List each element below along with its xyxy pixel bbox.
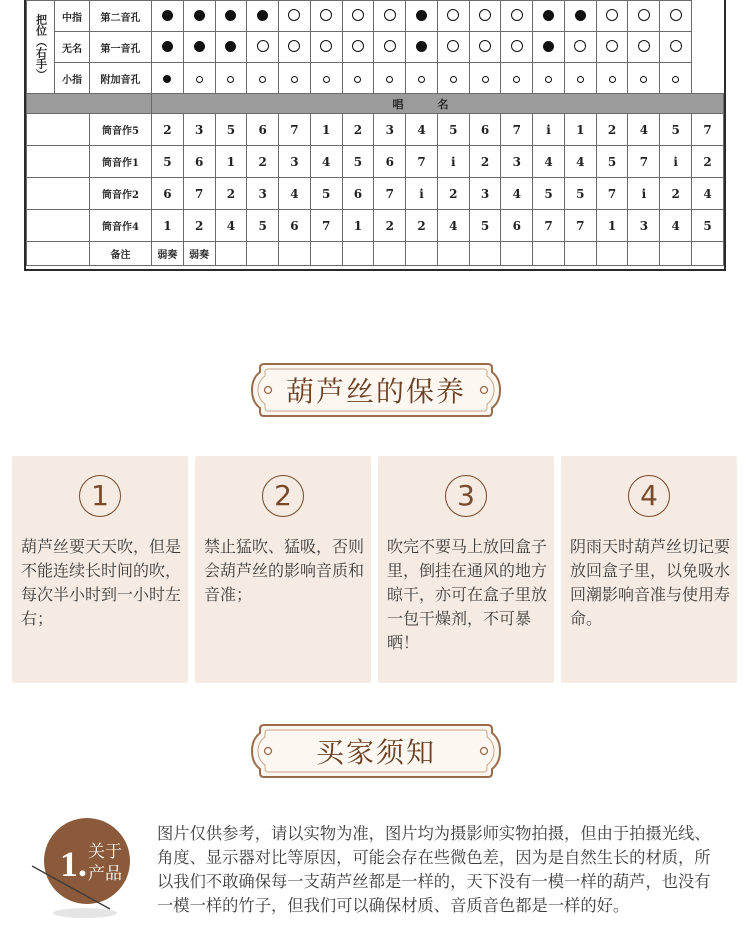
about-product-text: 图片仅供参考，请以实物为准，图片均为摄影师实物拍摄，但由于拍摄光线、角度、显示器对比等原因，可能会存在些微色差，因为是自然生长的材质，所以我们不敢确保每一支葫芦丝都是一样的，天下没有一模一样的葫芦，也没有一模一样的竹子，但我们可以确保材质、音质音色都是一样的好。: [157, 824, 711, 915]
note-cell: 7: [501, 114, 533, 146]
fingering-cell: [342, 32, 374, 63]
note-cell: 6: [247, 114, 279, 146]
note-cell: 1: [152, 210, 184, 242]
note-cell: 6: [374, 146, 406, 178]
fingering-cell: [247, 63, 279, 94]
fingering-cell: [564, 63, 596, 94]
hole-label: 第二音孔: [90, 1, 152, 32]
finger-row: [27, 1, 724, 32]
filled-hole-icon: [194, 10, 205, 21]
filled-hole-icon: [257, 10, 268, 21]
hole-label: 附加音孔: [90, 63, 152, 94]
fingering-cell: [628, 63, 660, 94]
note-cell: 2: [660, 178, 692, 210]
open-hole-icon: [320, 9, 332, 21]
note-cell: 4: [628, 114, 660, 146]
note-cell: 5: [342, 146, 374, 178]
filled-hole-icon: [575, 10, 586, 21]
note-cell: 7: [406, 146, 438, 178]
note-cell: 5: [692, 210, 724, 242]
fingering-cell: [374, 1, 406, 32]
remark-cell: [501, 242, 533, 266]
note-cell: 2: [692, 146, 724, 178]
finger-label: 中指: [55, 1, 90, 32]
note-cell: 2: [406, 210, 438, 242]
fingering-table: [26, 0, 724, 266]
open-hole-icon: [288, 40, 300, 52]
open-hole-icon: [447, 9, 459, 21]
band-spacer: [27, 94, 152, 114]
note-cell: 2: [183, 210, 215, 242]
fingering-cell: [596, 1, 628, 32]
fingering-cell: [152, 32, 184, 63]
small-open-hole-icon: [386, 76, 393, 83]
remark-cell: 弱奏: [183, 242, 215, 266]
note-cell: 3: [374, 114, 406, 146]
note-cell: 3: [247, 178, 279, 210]
note-cell: 1: [596, 210, 628, 242]
fingering-cell: [437, 1, 469, 32]
fingering-cell: [469, 63, 501, 94]
remark-cell: [374, 242, 406, 266]
fingering-cell: [374, 32, 406, 63]
open-hole-icon: [288, 9, 300, 21]
note-cell: 5: [247, 210, 279, 242]
small-open-hole-icon: [418, 76, 425, 83]
note-row: [27, 178, 724, 210]
remark-cell: [533, 242, 565, 266]
note-cell: 7: [183, 178, 215, 210]
remark-cell: [247, 242, 279, 266]
note-cell: 2: [596, 114, 628, 146]
filled-hole-icon: [416, 10, 427, 21]
filled-hole-icon: [416, 41, 427, 52]
remark-cell: [310, 242, 342, 266]
remark-cell: [215, 242, 247, 266]
note-cell: 2: [342, 114, 374, 146]
fingering-cell: [183, 32, 215, 63]
care-section-title: [250, 360, 502, 420]
remark-cell: 弱奏: [152, 242, 184, 266]
open-hole-icon: [638, 9, 650, 21]
note-cell: 1: [342, 210, 374, 242]
note-cell: 1: [564, 114, 596, 146]
note-cell: 4: [279, 178, 311, 210]
small-open-hole-icon: [545, 76, 552, 83]
note-cell: 2: [437, 178, 469, 210]
care-cards: [12, 456, 736, 683]
note-cell: 5: [660, 114, 692, 146]
band-label: 唱名: [152, 94, 724, 114]
small-open-hole-icon: [609, 76, 616, 83]
note-cell: 2: [374, 210, 406, 242]
fingering-cell: [183, 63, 215, 94]
note-cell: 6: [469, 114, 501, 146]
note-cell: 7: [628, 146, 660, 178]
small-filled-hole-icon: [163, 75, 171, 83]
small-open-hole-icon: [672, 76, 679, 83]
card-text: 阴雨天时葫芦丝切记要放回盒子里，以免吸水回潮影响音准与使用寿命。: [570, 537, 731, 628]
note-cell: 2: [152, 114, 184, 146]
note-cell: 5: [310, 178, 342, 210]
note-row-spacer: [27, 178, 90, 210]
fingering-cell: [437, 63, 469, 94]
note-cell: 3: [469, 178, 501, 210]
remark-cell: [437, 242, 469, 266]
small-open-hole-icon: [291, 76, 298, 83]
open-hole-icon: [638, 40, 650, 52]
filled-hole-icon: [162, 10, 173, 21]
remark-cell: [564, 242, 596, 266]
open-hole-icon: [352, 9, 364, 21]
note-cell: i: [533, 114, 565, 146]
open-hole-icon: [447, 40, 459, 52]
fingering-cell: [501, 63, 533, 94]
fingering-cell: [564, 1, 596, 32]
tone-label: 筒音作5: [90, 114, 152, 146]
open-hole-icon: [511, 9, 523, 21]
fingering-cell: [342, 63, 374, 94]
note-cell: 5: [469, 210, 501, 242]
small-open-hole-icon: [323, 76, 330, 83]
note-row: [27, 210, 724, 242]
note-cell: i: [406, 178, 438, 210]
fingering-cell: [533, 1, 565, 32]
note-row-spacer: [27, 114, 90, 146]
fingering-cell: [660, 1, 692, 32]
open-hole-icon: [384, 40, 396, 52]
note-cell: 7: [533, 210, 565, 242]
fingering-cell: [501, 1, 533, 32]
remark-cell: [279, 242, 311, 266]
filled-hole-icon: [225, 10, 236, 21]
note-cell: 6: [342, 178, 374, 210]
filled-hole-icon: [194, 41, 205, 52]
note-cell: 5: [564, 178, 596, 210]
fingering-cell: [310, 1, 342, 32]
about-number: 1.: [60, 844, 87, 884]
small-open-hole-icon: [259, 76, 266, 83]
hole-label: 第一音孔: [90, 32, 152, 63]
small-open-hole-icon: [196, 76, 203, 83]
note-cell: i: [628, 178, 660, 210]
small-open-hole-icon: [227, 76, 234, 83]
open-hole-icon: [511, 40, 523, 52]
note-cell: 7: [692, 114, 724, 146]
note-row: [27, 146, 724, 178]
fingering-cell: [310, 63, 342, 94]
fingering-cell: [564, 32, 596, 63]
fingering-cell: [469, 32, 501, 63]
card-number: 1: [79, 475, 121, 517]
fingering-cell: [310, 32, 342, 63]
tone-label: 筒音作1: [90, 146, 152, 178]
fingering-cell: [469, 1, 501, 32]
open-hole-icon: [320, 40, 332, 52]
note-cell: 7: [374, 178, 406, 210]
note-cell: 4: [533, 146, 565, 178]
care-card: [195, 456, 371, 683]
fingering-cell: [406, 63, 438, 94]
filled-hole-icon: [543, 41, 554, 52]
note-cell: 4: [692, 178, 724, 210]
remark-cell: [596, 242, 628, 266]
remark-cell: [660, 242, 692, 266]
finger-label: 小指: [55, 63, 90, 94]
finger-row: [27, 32, 724, 63]
fingering-cell: [215, 63, 247, 94]
card-number: 2: [262, 475, 304, 517]
open-hole-icon: [257, 40, 269, 52]
remark-spacer: [27, 242, 90, 266]
fingering-cell: [247, 1, 279, 32]
note-cell: 4: [406, 114, 438, 146]
note-cell: 5: [215, 114, 247, 146]
fingering-cell: [279, 63, 311, 94]
remark-row: [27, 242, 724, 266]
fingering-cell: [533, 63, 565, 94]
tone-label: 筒音作2: [90, 178, 152, 210]
remark-cell: [342, 242, 374, 266]
note-cell: 5: [437, 114, 469, 146]
note-cell: 6: [501, 210, 533, 242]
note-cell: 1: [310, 114, 342, 146]
small-open-hole-icon: [450, 76, 457, 83]
note-cell: 4: [215, 210, 247, 242]
fingering-cell: [152, 63, 184, 94]
open-hole-icon: [606, 40, 618, 52]
note-cell: 3: [279, 146, 311, 178]
about-label-line1: 关于: [88, 842, 122, 862]
remark-cell: [692, 242, 724, 266]
note-cell: 5: [152, 146, 184, 178]
note-row-spacer: [27, 210, 90, 242]
note-cell: 4: [564, 146, 596, 178]
fingering-cell: [596, 63, 628, 94]
fingering-cell: [342, 1, 374, 32]
fingering-cell: [183, 1, 215, 32]
note-cell: 3: [501, 146, 533, 178]
fingering-cell: [247, 32, 279, 63]
fingering-cell: [596, 32, 628, 63]
card-text: 吹完不要马上放回盒子里，倒挂在通风的地方晾干，亦可在盒子里放一包干燥剂，不可暴晒！: [387, 537, 548, 652]
note-cell: i: [660, 146, 692, 178]
fingering-cell: [279, 1, 311, 32]
note-cell: 6: [183, 146, 215, 178]
open-hole-icon: [670, 9, 682, 21]
open-hole-icon: [479, 40, 491, 52]
fingering-cell: [215, 1, 247, 32]
card-number: 4: [628, 475, 670, 517]
solfege-band: [27, 94, 724, 114]
card-text: 葫芦丝要天天吹，但是不能连续长时间的吹，每次半小时到一小时左右；: [21, 537, 182, 628]
fingering-cell: [628, 32, 660, 63]
open-hole-icon: [606, 9, 618, 21]
note-cell: 4: [501, 178, 533, 210]
side-label: 把位（右手）: [27, 1, 55, 94]
remark-label: 备注: [90, 242, 152, 266]
small-open-hole-icon: [482, 76, 489, 83]
finger-row: [27, 63, 724, 94]
note-cell: 2: [247, 146, 279, 178]
open-hole-icon: [670, 40, 682, 52]
finger-label: 无名: [55, 32, 90, 63]
remark-cell: [469, 242, 501, 266]
note-cell: 7: [564, 210, 596, 242]
open-hole-icon: [352, 40, 364, 52]
small-open-hole-icon: [354, 76, 361, 83]
fingering-cell: [406, 1, 438, 32]
remark-cell: [628, 242, 660, 266]
fingering-cell: [215, 32, 247, 63]
note-cell: 1: [215, 146, 247, 178]
note-cell: 7: [310, 210, 342, 242]
note-cell: 7: [596, 178, 628, 210]
note-cell: 4: [310, 146, 342, 178]
note-cell: 2: [469, 146, 501, 178]
remark-cell: [406, 242, 438, 266]
note-cell: 4: [437, 210, 469, 242]
fingering-cell: [533, 32, 565, 63]
card-text: 禁止猛吹、猛吸，否则会葫芦丝的影响音质和音准；: [204, 537, 365, 604]
note-cell: 5: [533, 178, 565, 210]
note-cell: 3: [183, 114, 215, 146]
about-label-line2: 产品: [88, 864, 122, 884]
note-cell: 6: [152, 178, 184, 210]
fingering-cell: [406, 32, 438, 63]
open-hole-icon: [384, 9, 396, 21]
fingering-cell: [279, 32, 311, 63]
buyer-section-title: [250, 721, 502, 781]
fingering-cell: [660, 32, 692, 63]
about-product-badge-icon: [30, 814, 140, 924]
care-title-text: 葫芦丝的保养: [285, 375, 466, 408]
note-row: [27, 114, 724, 146]
note-cell: i: [437, 146, 469, 178]
note-cell: 4: [660, 210, 692, 242]
filled-hole-icon: [543, 10, 554, 21]
fingering-cell: [374, 63, 406, 94]
note-cell: 2: [215, 178, 247, 210]
buyer-title-text: 买家须知: [315, 736, 436, 769]
care-card: [12, 456, 188, 683]
care-card: [561, 456, 737, 683]
note-cell: 3: [628, 210, 660, 242]
small-open-hole-icon: [577, 76, 584, 83]
fingering-cell: [501, 32, 533, 63]
card-number: 3: [445, 475, 487, 517]
fingering-cell: [437, 32, 469, 63]
tone-label: 筒音作4: [90, 210, 152, 242]
open-hole-icon: [479, 9, 491, 21]
care-card: [378, 456, 554, 683]
open-hole-icon: [574, 40, 586, 52]
fingering-chart: [24, 0, 726, 271]
filled-hole-icon: [225, 41, 236, 52]
small-open-hole-icon: [513, 76, 520, 83]
filled-hole-icon: [162, 41, 173, 52]
note-row-spacer: [27, 146, 90, 178]
note-cell: 6: [279, 210, 311, 242]
fingering-cell: [152, 1, 184, 32]
small-open-hole-icon: [640, 76, 647, 83]
note-cell: 5: [596, 146, 628, 178]
fingering-cell: [660, 63, 692, 94]
note-cell: 7: [279, 114, 311, 146]
fingering-cell: [628, 1, 660, 32]
